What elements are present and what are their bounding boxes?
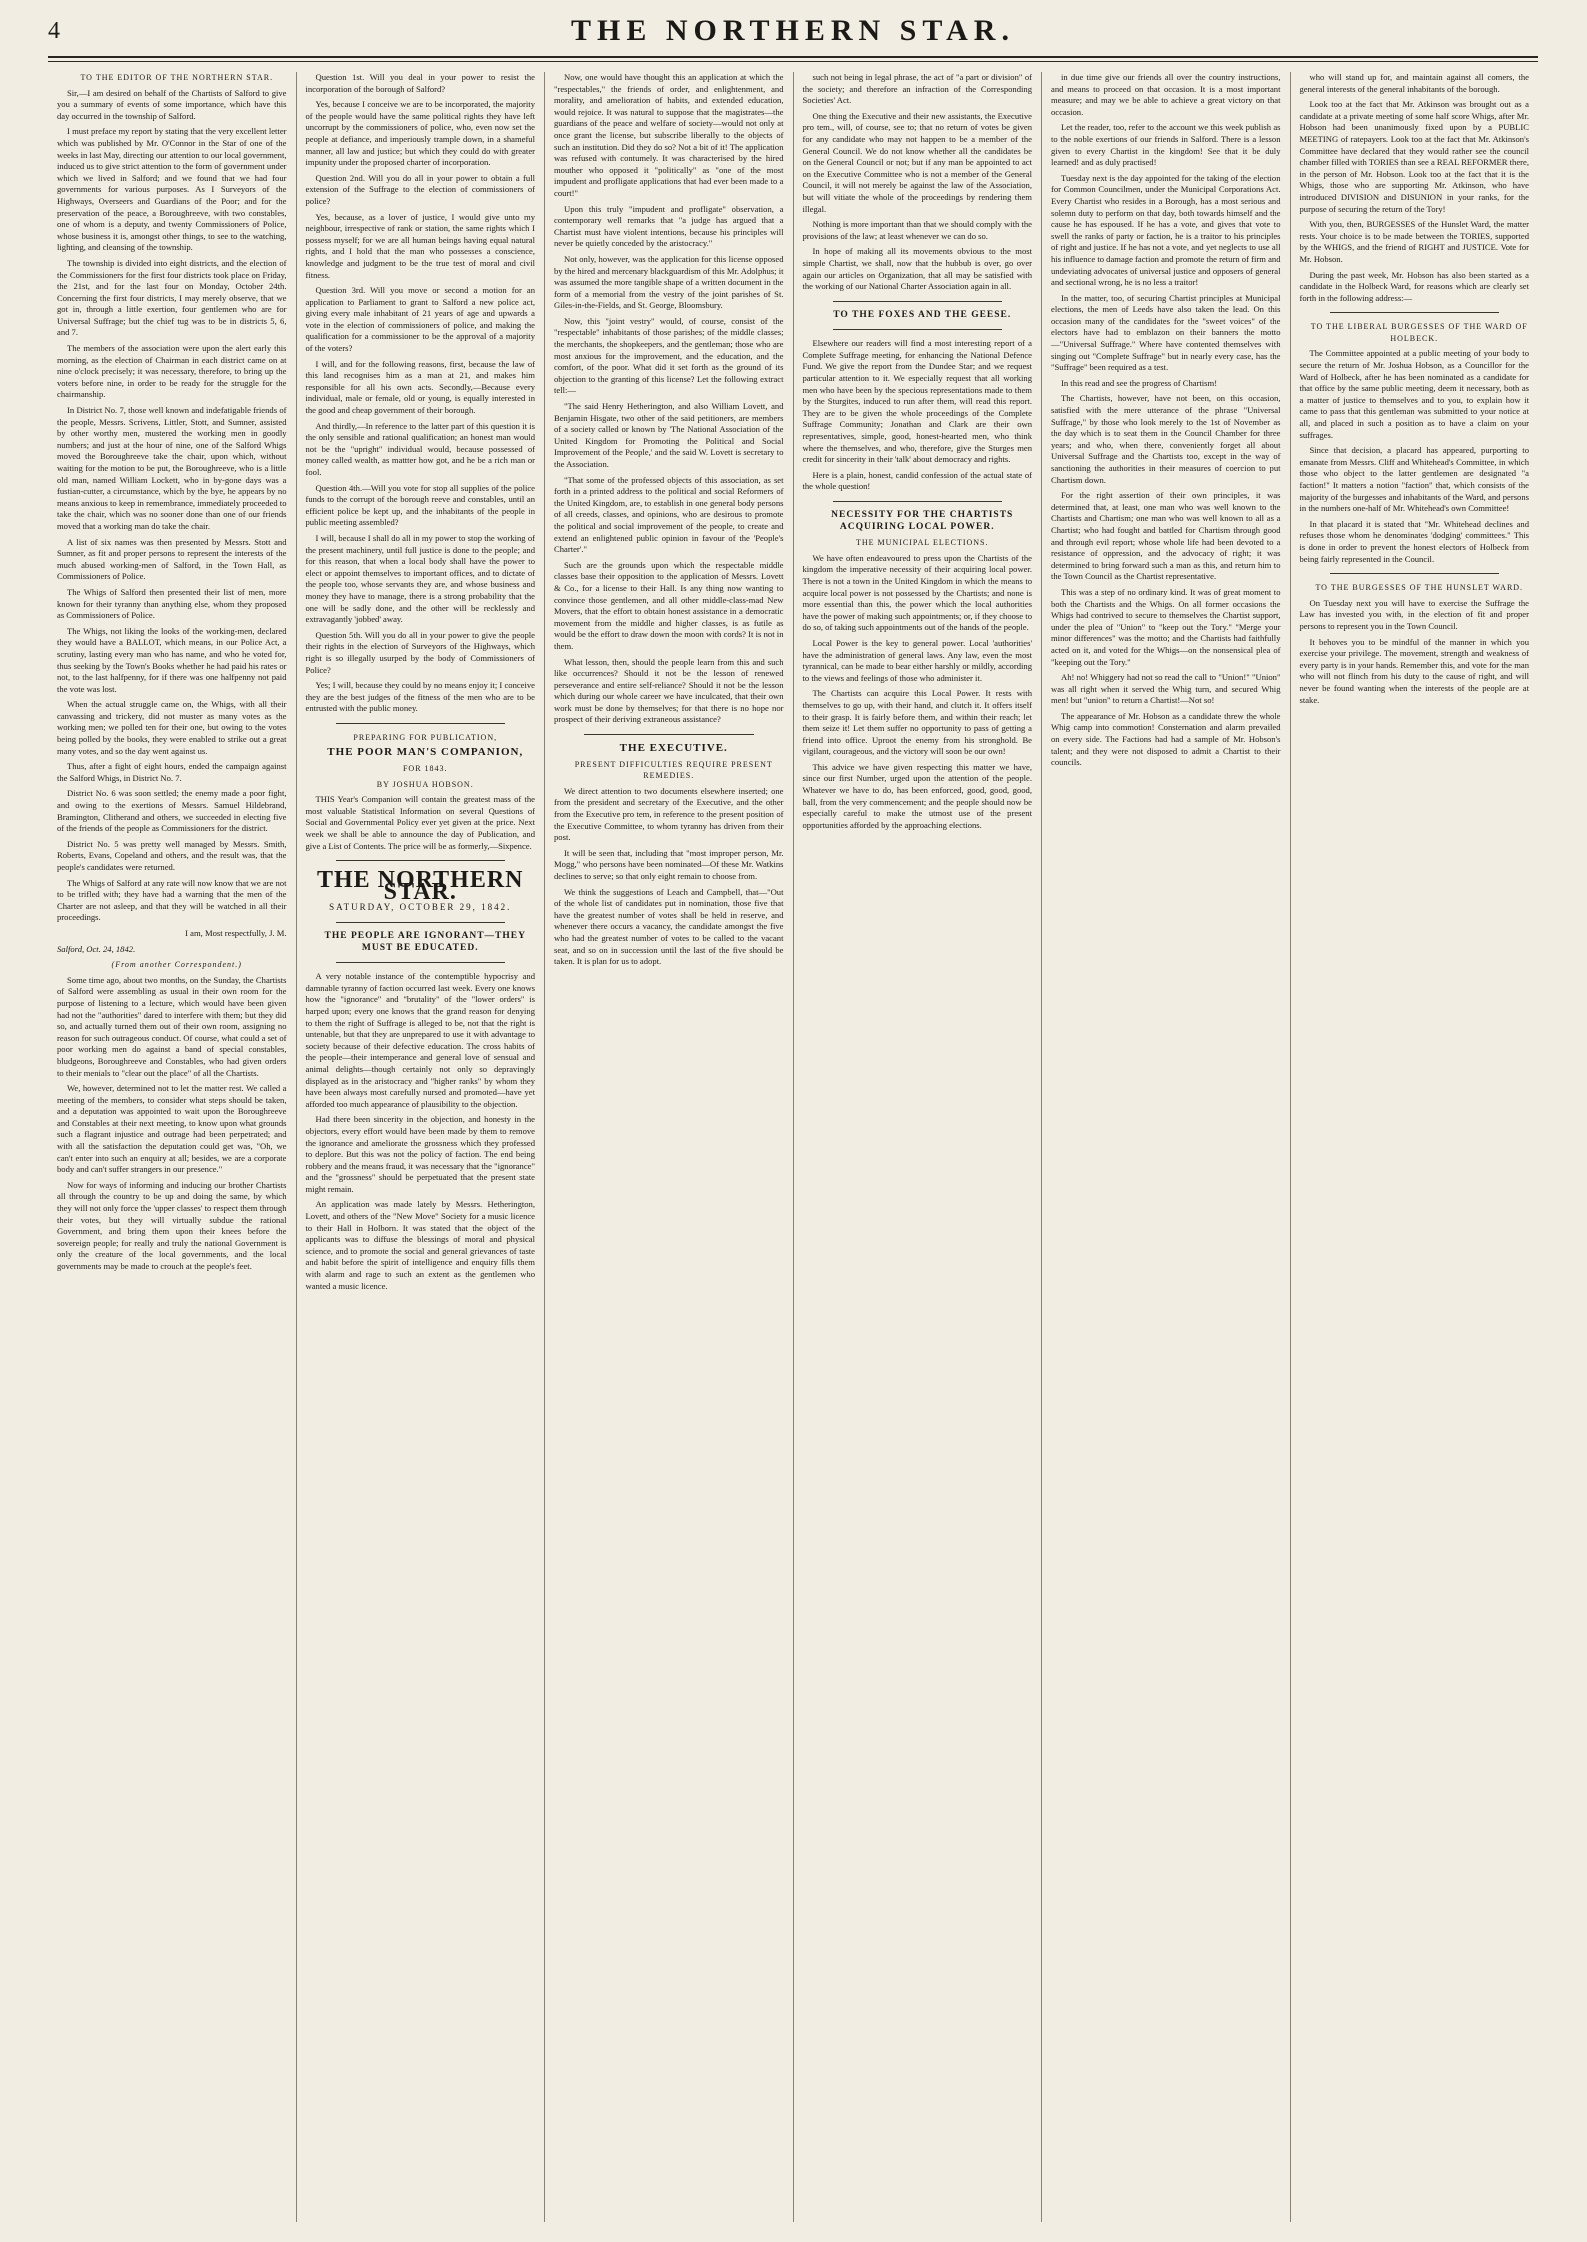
paragraph: In the matter, too, of securing Chartist principles at Municipal elections, the men of Leeds have also taken the lead. On this occasion many of the candidates for the "sweet voices" of the electors have had to emblazon on their banners the motto—"Universal Suffrage." Where have contented themselves with singing out "Complete Suffrage" but in nearly every case, has the "Suffrage" been required as a test. <box>1051 292 1281 373</box>
paragraph: During the past week, Mr. Hobson has also been started as a candidate in the Holbeck Ward, for reasons which are clearly set forth in the following address:— <box>1299 269 1529 303</box>
paragraph: Question 4th.—Will you vote for stop all supplies of the police funds to the corrupt of the borough reeve and constables, until an efficient police be kept up, and the inhabitants of the people in public meeting assembled? <box>305 482 535 528</box>
divider <box>336 922 506 923</box>
paragraph: The members of the association were upon the alert early this morning, as the election of Chairman in each district came on at nine o'clock precisely; it was necessary, therefore, to bring up the voters before nine, in order to be ready for the struggle for the chairmanship. <box>57 343 287 400</box>
paragraph: It will be seen that, including that "most improper person, Mr. Mogg," who persons have been nominated—Of these Mr. Watkins declines to serve; so that only eight remain to choose from. <box>554 847 784 881</box>
divider <box>584 734 754 735</box>
column-1 <box>48 72 297 2222</box>
paragraph: It behoves you to be mindful of the manner in which you exercise your privilege. The movement, strength and weakness of every party is in your hands. Remember this, and vote for the man who will not flinch from his duty to the cause of right, and will never be found wanting when the interests of the people are at stake. <box>1299 636 1529 705</box>
paragraph: A very notable instance of the contemptible hypocrisy and damnable tyranny of faction occurred last week. Every one knows how the "ignorance" and "brutality" of the "lower orders" is harped upon; every one knows that the grand reason for denying to them the right of Suffrage is alleged to be, not that the right is untenable, but that they are unprepared to use it with advantage to society because of their defective education. The cross habits of the people—their intemperance and general love of sensual and animal delights—though certainly not only so depravingly displayed as in the aristocracy and "higher ranks" by whom they have been always most carefully nursed and promoted—have yet afforded too much appearance of plausibility to the objection. <box>305 971 535 1109</box>
paragraph: Yes, because, as a lover of justice, I would give unto my neighbour, irrespective of rank or station, the same rights which I possess myself; for we are all human beings having equal natural rights, and I hold that the man who possesses a conscience, knowledge and judgment to be the true test of moral and civil fitness. <box>305 211 535 280</box>
paragraph: The township is divided into eight districts, and the election of the Commissioners for the first four districts took place on Friday, the 21st, and for the last four on Monday, October 24th. Concerning the first four districts, I may merely observe, that we got in, through a little exertion, four gentlemen who are for Universal Suffrage; but the chief tug was to be in districts 5, 6, and 7. <box>57 257 287 338</box>
paragraph: The appearance of Mr. Hobson as a candidate threw the whole Whig camp into commotion! Consternation and alarm prevailed on every side. The Factions had had a sample of Mr. Hobson's talent; and they were not disposed to admit a Chartist to their councils. <box>1051 710 1281 768</box>
paragraph: Here is a plain, honest, candid confession of the actual state of the whole question! <box>802 469 1032 492</box>
divider <box>833 301 1003 302</box>
paragraph: Yes, because I conceive we are to be incorporated, the majority of the people would have the same political rights they have left uncorrupt by the commissioners of police, who, even now set the people at defiance, and imperiously trample down, in a shameful manner, all law and justice; but which they could do with greater impunity under the proposed charter of incorporation. <box>305 99 535 168</box>
article-title: THE PEOPLE ARE IGNORANT—THEY MUST BE EDUCATED. <box>324 931 526 953</box>
quote: "That some of the professed objects of this association, as set forth in a printed address to the political and social Reformers of the United Kingdom, are, to establish in one general body persons of all creeds, classes, and opinions, who are desirous to promote the political and social improvement of the people, to create and extend an enlightened public opinion in favour of the 'People's Charter'." <box>554 474 784 555</box>
masthead <box>48 10 1538 58</box>
column-5 <box>1042 72 1291 2222</box>
section-subtitle: THE MUNICIPAL ELECTIONS. <box>855 538 989 548</box>
paragraph: I will, and for the following reasons, first, because the law of this land recognises him as a man at 21, and makes him responsible for all his own acts. Secondly,—Because every individual, male or female, old or young, is equally interested in the good and cheap government of their borough. <box>305 358 535 416</box>
divider <box>833 329 1003 330</box>
paragraph: Had there been sincerity in the objection, and honesty in the objectors, every effort would have been made by them to remove the ignorance and ameliorate the grossness which they professed to deplore. But this was not the policy of faction. The end being robbery and the means fraud, it was necessary that the "ignorance" and the "grossness" should be perpetuated that the present state might remain. <box>305 1114 535 1194</box>
editorial-date: SATURDAY, OCTOBER 29, 1842. <box>329 902 512 913</box>
paragraph: We, however, determined not to let the matter rest. We called a meeting of the members, to consider what steps should be taken, and a deputation was appointed to wait upon the Boroughreeve and Constables at their next meeting, to know upon what grounds such a flagrant injustice and outrage had been perpetrated; and with all the satisfaction the deputation could get was, "Oh, we can't enter into such an enquiry at all; besides, we are a corporate body and can't suffer strangers in our presence." <box>57 1083 287 1175</box>
paragraph: We think the suggestions of Leach and Campbell, that—"Out of the whole list of candidates put in nomination, those five that have the greatest number of votes shall be held in reserve, and whenever there occurs a vacancy, the candidate amongst the five who had the greatest number of votes to be called to the vacant seat, and so on in succession until the last of the five should be taken. It is plan for us to adopt. <box>554 886 784 967</box>
column-3 <box>545 72 794 2222</box>
paragraph: Some time ago, about two months, on the Sunday, the Chartists of Salford were assembling as usual in their own room for the purpose of listening to a lecture, which would have been given had not the "authorities" dared to interfere with them; but they did so, and actually turned them out of their own room, assigning no reason for such outrageous conduct. Of course, what could a set of poor working men do against a band of special constables, bludgeons, Boroughreeve and Constables, who had given orders to their menials to "clear out the place" of all the Chartists. <box>57 974 287 1078</box>
address-header-hunslet: TO THE BURGESSES OF THE HUNSLET WARD. <box>1315 583 1524 593</box>
correspondent-note: (From another Correspondent.) <box>111 960 242 970</box>
paragraph: The Chartists, however, have not been, on this occasion, satisfied with the mere utterance of the phrase "Universal Suffrage," by those who look merely to the 1st of November as the day which is to seat them in the Council Chamber for three years; and who, when there, conveniently forget all about Universal Suffrage and the Chartists too, except in the way of sanctioning the authorities in their measures of coercion to put Chartism down. <box>1051 393 1281 485</box>
section-subtitle: PRESENT DIFFICULTIES REQUIRE PRESENT REMEDIES. <box>574 759 773 781</box>
address-header-holbeck: TO THE LIBERAL BURGESSES OF THE WARD OF HOLBECK. <box>1310 322 1528 343</box>
paragraph: In this read and see the progress of Chartism! <box>1061 377 1218 388</box>
paragraph: in due time give our friends all over the country instructions, and means to proceed on that occasion. It is a most important measure; and may we be able to achieve a great victory on that occasion. <box>1051 72 1281 117</box>
paragraph: An application was made lately by Messrs. Hetherington, Lovett, and others of the "New Move" Society for a music licence to their Hall in Holborn. It was stated that the object of the applicants was to diffuse the blessings of moral and physical science, and to promote the social and general grievances of taste and habit before the spirit of intelligence and enquiry fills them with alarm and rage to such an extent as the gentlemen who wanted a music licence. <box>305 1199 535 1291</box>
section-title-local-power: NECESSITY FOR THE CHARTISTS ACQUIRING LOCAL POWER. <box>831 510 1014 532</box>
ad-title: THE POOR MAN'S COMPANION, <box>327 746 524 759</box>
letter-header: TO THE EDITOR OF THE NORTHERN STAR. <box>80 73 274 82</box>
paragraph: Question 5th. Will you do all in your power to give the people their rights in the election of Surveyors of the Highways, which right is so illegally usurped by the body of Commissioners of Police? <box>305 629 535 675</box>
paragraph: We have often endeavoured to press upon the Chartists of the kingdom the imperative necessity of their acquiring local power. There is not a town in the United Kingdom in which the means to acquire local power is not possessed by the Chartists; and none is more essential than this, the power which the local authorities have the power of making such appointments; or, if they choose to do so, of taking such appointments out of the hands of the people. <box>802 552 1032 633</box>
paragraph: For the right assertion of their own principles, it was determined that, at least, one man who was well known to the Chartists and Chartism; one man who was well known to all as a Chartist; who had fought and battled for Chartism through good and through evil report; whose whole life had been devoted to a resistance of oppression, and the advocacy of right; it was determined to bring forward such a man as this, and return him to the Town Council as the Chartist representative. <box>1051 490 1281 582</box>
paragraph: The Chartists can acquire this Local Power. It rests with themselves to go up, with their hand, and clutch it. It offers itself to their grasp. It is fairly before them, and within their reach; let them seize it! Let them suffer no opportunity to pass of getting a friend into office. Uproot the enemy from his stronghold. Be vigilant, courageous, and the victory will soon be our own! <box>802 688 1032 757</box>
paragraph: District No. 6 was soon settled; the enemy made a poor fight, and owing to the exertions of Messrs. Samuel Hildebrand, Bramington, Clitherand and others, we succeeded in electing five of the friends of the people as Commissioners for the district. <box>57 788 287 834</box>
page-number: 4 <box>48 18 60 44</box>
divider <box>336 860 506 861</box>
divider <box>1330 312 1500 313</box>
masthead-rule <box>48 61 1538 62</box>
paragraph: I will, because I shall do all in my power to stop the working of the present machinery, until full justice is done to the people; and for this reason, that when a local body shall have the power to elect or appoint themselves to important offices, and to dictate of the people too, whose servants they are, and whose business and money they have to manage, there is a strong probability that the one will be sadly done, and the other will be recklessly and extravagantly 'jobbed' away. <box>305 532 535 625</box>
paragraph: The Whigs of Salford at any rate will now know that we are not to be trifled with; they have had a warning that the men of the Charter are not asleep, and that they will be watched in all their proceedings. <box>57 877 287 923</box>
paragraph: Elsewhere our readers will find a most interesting report of a Complete Suffrage meeting, for enhancing the National Defence Fund. We give the report from the Dundee Star; and we request particular attention to it. We especially request that all working men who have been by the specious representations made to them by the Sturgites, induced to run after them, will read this report. They are to be given the whole proceedings of the Complete Suffrage Community; Jonathan and Clark are their own representatives, simple, good, honest-hearted men, who think where the themselves, and who, therefore, give the Sturges men credit for sincerity in their 'talk' about democracy and rights. <box>802 338 1032 465</box>
paragraph: Since that decision, a placard has appeared, purporting to emanate from Messrs. Cliff and Whitehead's Committee, in which those who object to the latter gentlemen are designated "a faction!" It matters a notion "faction" that, which consists of the majority of the burgesses and inhabitants of the Ward, and persons in the numbers one-half of Mr. Whitehead's own Committee! <box>1299 445 1529 514</box>
paragraph: The Whigs, not liking the looks of the working-men, declared they would have a BALLOT, which means, in our Police Act, a scrutiny, lasting every man who has name, and who he voted for, thus seeking by the Town's Books whether he had paid his rates or not, to the last halfpenny, for if there was one halfpenny not paid the vote was lost. <box>57 625 287 694</box>
dateline: Salford, Oct. 24, 1842. <box>57 943 136 954</box>
column-4 <box>794 72 1043 2222</box>
section-title-foxes: TO THE FOXES AND THE GEESE. <box>833 309 1012 320</box>
paragraph: The Whigs of Salford then presented their list of men, more known for their tyranny than anything else, whom they proposed as Commissioners of Police. <box>57 586 287 621</box>
divider <box>833 501 1003 502</box>
paragraph: A list of six names was then presented by Messrs. Stott and Sumner, as fit and proper persons to represent the interests of the much abused working-men of Salford, in the Town Hall, as Commissioners of Police. <box>57 536 287 582</box>
paragraph: The Committee appointed at a public meeting of your body to secure the return of Mr. Joshua Hobson, as a Councillor for the Ward of Holbeck, after he has been nominated as a candidate for that office by the same public meeting, deem it necessary, both as a matter of justice to themselves and to you, to explain how it came to pass that this gentleman was submitted to your notice at all, and placed in such a position as to have a claim on your suffrages. <box>1299 348 1529 440</box>
divider <box>336 962 506 963</box>
paragraph: who will stand up for, and maintain against all comers, the general interests of the general inhabitants of the borough. <box>1299 72 1529 94</box>
ad-year: FOR 1843. <box>402 764 448 774</box>
paragraph: On Tuesday next you will have to exercise the Suffrage the Law has invested you with, in the election of fit and proper persons to represent you in the Town Council. <box>1299 597 1529 631</box>
paragraph: Ah! no! Whiggery had not so read the call to "Union!" "Union" was all right when it served the Whig turn, and secured Whig men! but "union" to return a Chartist!—Not so! <box>1051 672 1281 706</box>
paragraph: Yes; I will, because they could by no means enjoy it; I conceive they are the best judges of the fitness of the men who are to be entrusted with the public money. <box>305 680 535 714</box>
paragraph: When the actual struggle came on, the Whigs, with all their canvassing and trickery, did not muster as many votes as the working men; we polled ten for their one, but owing to the votes being polled by the books, they were enabled to strike out a great many votes, and so the day went against us. <box>57 699 287 756</box>
signature: I am, Most respectfully, J. M. <box>185 927 287 938</box>
paragraph: Now, this "joint vestry" would, of course, consist of the "respectable" inhabitants of those parishes; of the middle classes; the merchants, the shopkeepers, and the gentleman; those who are most anxious for the improvement, and the education, and the comfort, of the poor. What did it set forth as the ground of its objection to the granting of this license? Let the following extract tell:— <box>554 315 784 396</box>
paragraph: We direct attention to two documents elsewhere inserted; one from the president and secretary of the Executive, and the other from the Executive pro tem, in reference to the present position of the Executive Committee, to whom tyranny has driven from their post. <box>554 785 784 843</box>
divider <box>1330 573 1500 574</box>
paragraph: Tuesday next is the day appointed for the taking of the election for Common Councilmen, under the Municipal Corporations Act. Every Chartist who resides in a Borough, has a most serious and solemn duty to perform on that day, both towards himself and the cause he has espoused. If he has a vote, and gives that vote to swell the ranks of party or faction, he is a traitor to his principles of right and justice. If he has not a vote, and yet neglects to use all his influence to damage faction and promote the return of firm and undeviating advocates of universal justice and opposers of general and sectional wrong, he is no less a traitor! <box>1051 172 1281 288</box>
ad-kicker: PREPARING FOR PUBLICATION, <box>353 732 498 742</box>
paragraph: With you, then, BURGESSES of the Hunslet Ward, the matter rests. Your choice is to be made between the TORIES, supported by the WHIGS, and the friend of RIGHT and JUSTICE. Vote for Mr. Hobson. <box>1299 219 1529 264</box>
paragraph: In District No. 7, those well known and indefatigable friends of the people, Messrs. Scrivens, Littler, Stott, and Sumner, assisted by other worthy men, mustered the working men in goodly numbers; and just at the hour of nine, one of the Salford Whigs moved the Boroughreeve take the chair, upon which, without waiting for the motion to be put, the Boroughreeve, who is a little old man, named William Lockett, who in by-gone days was a fustian-cutter, a circumstance, which by the bye, he appears by no means anxious to keep in remembrance, immediately proceeded to take the chair, which was no sooner done than one of our friends moved that a working man do take the chair. <box>57 405 287 531</box>
paragraph: Question 1st. Will you deal in your power to resist the incorporation of the borough of Salford? <box>305 72 535 94</box>
paragraph: Not only, however, was the application for this license opposed by the hired and mercenary blackguardism of this Mr. Adolphus; it was assumed the more tangible shape of a written document in the form of a memorial from the vestry of the joint parishes of St. Giles-in-the-Fields, and St. George, Bloomsbury. <box>554 253 784 311</box>
paragraph: In that placard it is stated that "Mr. Whitehead declines and refuses those whom he denominates 'dodging' committees." This is done in order to prevent the honest electors of Holbeck from being fairly represented in the Council. <box>1299 518 1529 564</box>
editorial-paper-name: THE NORTHERN STAR. <box>316 867 524 905</box>
paragraph: Look too at the fact that Mr. Atkinson was brought out as a candidate at a private meeting of some half score Whigs, after Mr. Hobson had been unanimously fixed upon by a PUBLIC MEETING of ratepayers. Look too at the fact that Mr. Atkinson's Committee have declared that they would rather see the council chamber filled with TORIES than see a REAL REFORMER there, in the person of Mr. Hobson. Look too at the fact that it is the Whigs, those who are supporting Mr. Atkinson, who have introduced DIVISION and DISUNION in your ranks, for the purpose of securing the return of the Tory! <box>1299 99 1529 214</box>
paper-title: THE NORTHERN STAR. <box>571 14 1015 47</box>
paragraph: District No. 5 was pretty well managed by Messrs. Smith, Roberts, Evans, Copeland and others, and the result was, that the people's candidates were returned. <box>57 838 287 872</box>
paragraph: Upon this truly "impudent and profligate" observation, a contemporary well remarks that "a judge has argued that a Chartist must have violent intentions, because his principles will never be quietly conceded by the aristocracy." <box>554 203 784 249</box>
ad-body: THIS Year's Companion will contain the greatest mass of the most valuable Statistical Information on several Questions of Social and Governmental Policy ever yet given at the price. Next week we shall be able to announce the day of Publication, and give a List of Contents. The price will be as formerly,—Sixpence. <box>305 794 535 851</box>
paragraph: Let the reader, too, refer to the account we this week publish as to the noble exertions of our friends in Salford. There is a lesson given to every Chartist in the kingdom! See that it be duly learned! and as duly practised! <box>1051 122 1281 168</box>
ad-author: BY JOSHUA HOBSON. <box>376 779 474 789</box>
paragraph: In hope of making all its movements obvious to the most simple Chartist, we shall, now that the hubbub is over, go over again our articles on Organization, that all may be satisfied with the working of our National Charter Association again in all. <box>802 246 1032 292</box>
quote: "The said Henry Hetherington, and also William Lovett, and Benjamin Hisgate, two other of the said petitioners, are members of a society called or known by 'The National Association of the United Kingdom for Promoting the Political and Social Improvement of the People,' and the said W. Lovett is secretary to the Association. <box>554 401 784 469</box>
paragraph: Question 3rd. Will you move or second a motion for an application to Parliament to grant to Salford a new police act, giving every male inhabitant of 21 years of age and upwards a vote in the election of commissioners of police, and making the qualification for a commissioner to be the approval of a majority of the voters? <box>305 285 535 354</box>
paragraph: What lesson, then, should the people learn from this and such like occurrences? Should it not be the lesson of renewed perseverance and entire self-reliance? Should it not be the lesson which during our whole career we have inculcated, that their own work must be done by themselves; for that there is no hope nor prospect of their deriving extraneous assistance? <box>554 656 784 725</box>
columns <box>48 72 1538 2222</box>
paragraph: Now for ways of informing and inducing our brother Chartists all through the country to be up and doing the same, by which they will not only force the 'upper classes' to respect them through their votes, but they will virtually subdue the rational Government, and bring them upon their knees before the sovereign people; for really and truly the national Government is only the creature of the local governments, and the local governments may be made to crouch at the people's feet. <box>57 1179 287 1271</box>
paragraph: Question 2nd. Will you do all in your power to obtain a full extension of the Suffrage to the election of commissioners of police? <box>305 172 535 206</box>
divider <box>336 723 506 724</box>
section-title-executive: THE EXECUTIVE. <box>619 742 728 755</box>
paragraph: I must preface my report by stating that the very excellent letter which was published by Mr. O'Connor in the Star of one of the weeks in last May, directing our attention to our local government, induced us to give strict attention to the form of government under which we lived in Salford; and we found that we had four governments for various purposes. As I Surveyors of the Highways, Overseers and Guardians of the Poor; and for the preservation of the peace, a Boroughreeve, with two constables, one of whom is a deputy, and twenty Commissioners of Police, whose business it is, amongst other things, to see to the watching, lighting, and cleansing of the township. <box>57 126 287 253</box>
column-6 <box>1291 72 1539 2222</box>
paragraph: Nothing is more important than that we should comply with the provisions of the law; at least whenever we can do so. <box>802 219 1032 241</box>
paragraph: One thing the Executive and their new assistants, the Executive pro tem., will, of course, see to; that no return of votes be given for any candidate who may not happen to be a member of the General Council. We do not know whether all the candidates be on the General Council or not; but if any man be appointed to act on the Executive Committee who is not a member of the General Council, it will not merely be against the law of the Association, but will vitiate the whole of the proceedings by rendering them illegal. <box>802 110 1032 214</box>
paragraph: Local Power is the key to general power. Local 'authorities' have the administration of general laws. Any law, even the most tyrannical, can be made to bear either harshly or mildly, according to the views and feelings of those who administer it. <box>802 637 1032 683</box>
paragraph: Sir,—I am desired on behalf of the Chartists of Salford to give you a summary of events of some importance, which have this day occurred in the township of Salford. <box>57 87 287 121</box>
paragraph: And thirdly,—In reference to the latter part of this question it is the only sensible and rational qualification; an honest man would not be the "upright" individual would, because possessed of money called wealth, as mattter how got, and he be a rich man or fool. <box>305 420 535 477</box>
paragraph: This was a step of no ordinary kind. It was of great moment to both the Chartists and the Whigs. On all former occasions the Whigs had contrived to secure to themselves the Chartist support, under the plea of "Union" to "keep out the Tory." "Merge your minor differences" was the motto; and the Chartists had faithfully acted on it, and voted for the Whigs—on the nonsensical plea of "keeping out the Tory." <box>1051 586 1281 667</box>
paragraph: Now, one would have thought this an application at which the "respectables," the friends of order, and enlightenment, and morality, and amelioration of habits, and extended education, would rejoice. It was natural to suppose that the magistrates—the guardians of the peace and welfare of society—would not only at once grant the license, but subscribe liberally to the objects of such an institution. Did they do so? Not a bit of it! The application was refused with contumely. It was characterised by the hired mouther who opposed it "politically" as "one of the most impudent and profligate applications that had ever been made to a court!" <box>554 72 784 198</box>
paragraph: Thus, after a fight of eight hours, ended the campaign against the Salford Whigs, in District No. 7. <box>57 761 287 783</box>
column-2 <box>297 72 546 2222</box>
paragraph: This advice we have given respecting this matter we have, since our first Number, urged upon the attention of the people. Whatever we have to do, has been enforced, good, good, good, ball, from the very commencement; and the people should now be especially careful to make the utmost use of the present opportunities afforded by the approaching elections. <box>802 761 1032 830</box>
paragraph: Such are the grounds upon which the respectable middle classes base their opposition to the application of Messrs. Lovett & Co., for a license to their Hall. Is any thing now wanting to convince those gentlemen, and all other middle-class-mad New Movers, that the effort to obtain honest assistance in a democratic movement from the middle and higher classes, is as futile as would be the effort to draw down the moon with cords? It is not in them. <box>554 559 784 651</box>
paragraph: such not being in legal phrase, the act of "a part or division" of the society; and therefore an infraction of the Corresponding Societies' Act. <box>802 72 1032 106</box>
